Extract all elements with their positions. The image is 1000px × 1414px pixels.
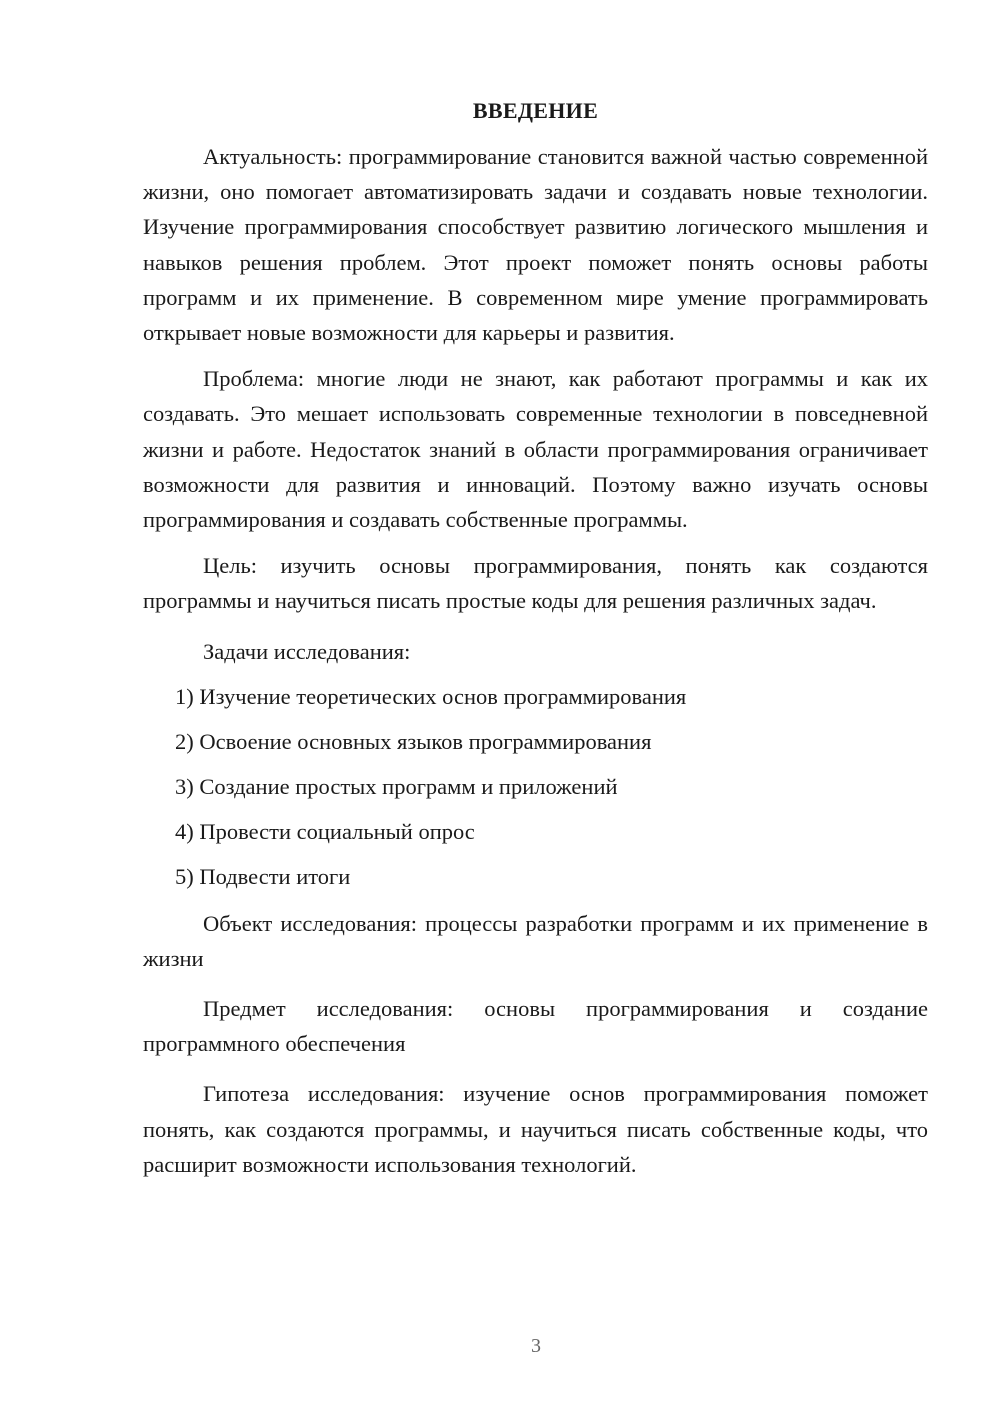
- task-item: 3) Создание простых программ и приложений: [175, 773, 618, 799]
- task-item: 2) Освоение основных языков программирования: [175, 728, 652, 754]
- task-item: 1) Изучение теоретических основ программирования: [175, 683, 687, 709]
- page-content: [143, 95, 928, 1193]
- page-number: 3: [531, 1335, 541, 1357]
- tasks-list: [143, 679, 928, 894]
- task-item: 4) Провести социальный опрос: [175, 818, 475, 844]
- problem-paragraph: Проблема: многие люди не знают, как работают программы и как их создавать. Это мешает использовать современные технологии в повседневной жизни и работе. Недостаток знаний в области программирования ограничивает возможности для развития и инноваций. Поэтому важно изучать основы программирования и создавать собственные программы.: [143, 366, 928, 533]
- page-title: ВВЕДЕНИЕ: [472, 98, 599, 123]
- object-paragraph: Объект исследования: процессы разработки программ и их применение в жизни: [143, 910, 928, 971]
- task-item: 5) Подвести итоги: [175, 863, 351, 889]
- hypothesis-paragraph: Гипотеза исследования: изучение основ программирования поможет понять, как создаются программы, и научиться писать собственные коды, что расширит возможности использования технологий.: [143, 1081, 928, 1177]
- subject-paragraph: Предмет исследования: основы программирования и создание программного обеспечения: [143, 996, 928, 1057]
- goal-paragraph: Цель: изучить основы программирования, понять как создаются программы и научиться писать простые коды для решения различных задач.: [143, 553, 928, 614]
- tasks-heading: Задачи исследования:: [203, 638, 411, 664]
- relevance-paragraph: Актуальность: программирование становится важной частью современной жизни, оно помогает автоматизировать задачи и создавать новые технологии. Изучение программирования способствует развитию логического мышления и навыков решения проблем. Этот проект поможет понять основы работы программ и их применение. В современном мире умение программировать открывает новые возможности для карьеры и развития.: [143, 144, 928, 346]
